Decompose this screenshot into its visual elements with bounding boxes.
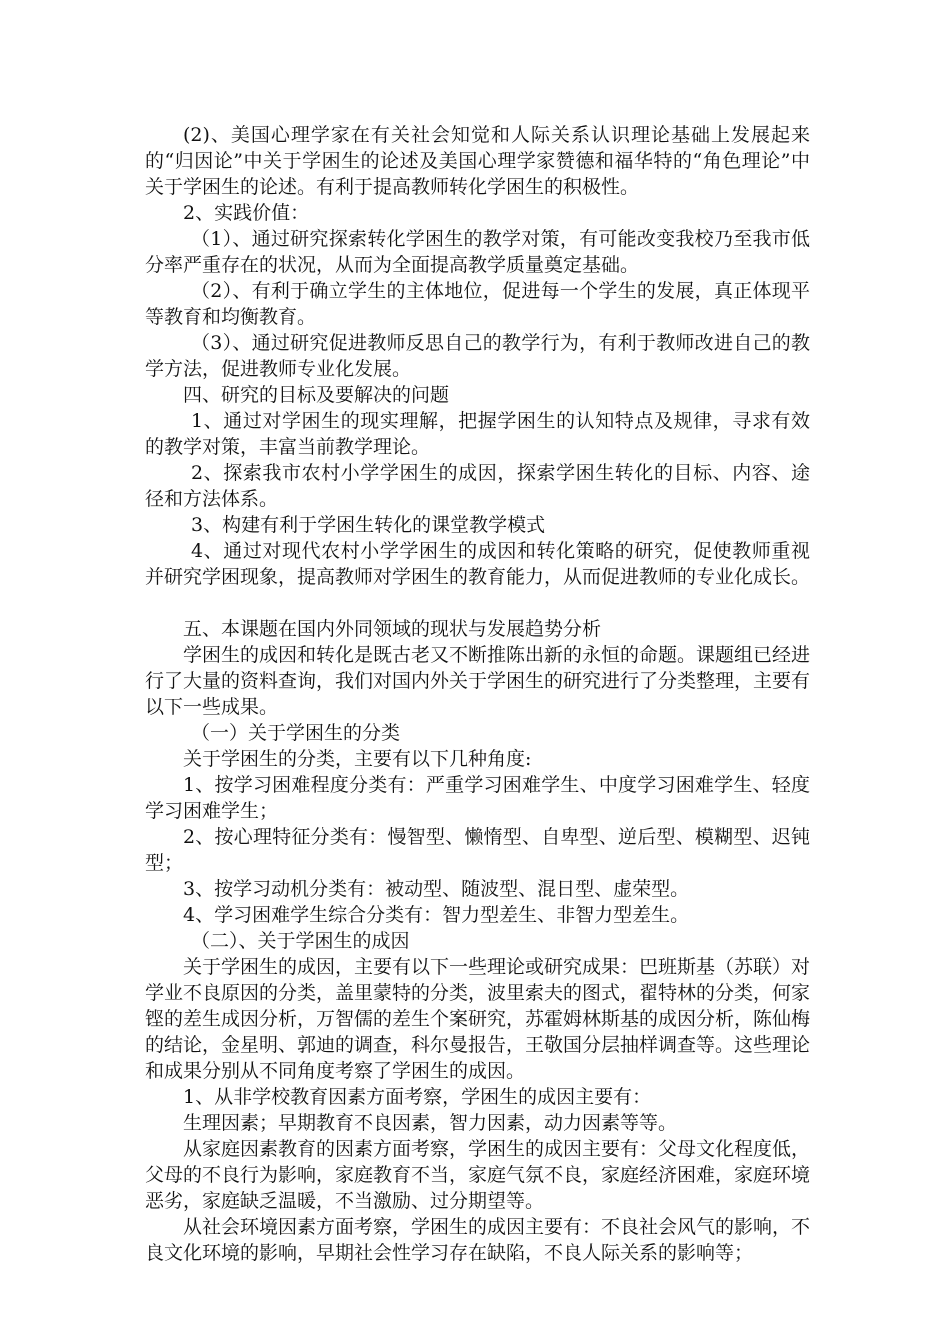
- paragraph-goal-1: 1、通过对学困生的现实理解，把握学困生的认知特点及规律，寻求有效的教学对策，丰富当前教学理论。: [145, 410, 810, 458]
- paragraph-goal-2: 2、探索我市农村小学学困生的成因，探索学困生转化的目标、内容、途径和方法体系。: [145, 462, 810, 510]
- blank-line: [145, 590, 810, 616]
- paragraph-classification-intro: 关于学困生的分类，主要有以下几种角度:: [183, 748, 532, 770]
- paragraph-goal-4: 4、通过对现代农村小学学困生的成因和转化策略的研究，促使教师重视并研究学困现象，提高教师对学困生的教育能力，从而促进教师的专业化成长。: [145, 540, 811, 588]
- heading-practical-value: 2、实践价值：: [183, 202, 310, 224]
- paragraph-goal-3: 3、构建有利于学困生转化的课堂教学模式: [191, 514, 546, 536]
- heading-status-analysis: 五、本课题在国内外同领域的现状与发展趋势分析: [183, 618, 602, 640]
- paragraph-value-1: （1）、通过研究探索转化学困生的教学对策，有可能改变我校乃至我市低分率严重存在的状况，从而为全面提高教学质量奠定基础。: [145, 228, 810, 276]
- heading-causes: （二）、关于学困生的成因: [191, 930, 410, 952]
- paragraph-classification-2: 2、按心理特征分类有：慢智型、懒惰型、自卑型、逆后型、模糊型、迟钝型；: [145, 826, 810, 874]
- paragraph-value-2: （2）、有利于确立学生的主体地位，促进每一个学生的发展，真正体现平等教育和均衡教育。: [145, 280, 810, 328]
- paragraph-classification-1: 1、按学习困难程度分类有：严重学习困难学生、中度学习困难学生、轻度学习困难学生；: [145, 774, 810, 822]
- document-page: [145, 122, 810, 1266]
- paragraph-causes-physiological: 生理因素；早期教育不良因素，智力因素，动力因素等等。: [183, 1112, 678, 1134]
- paragraph-causes-non-school: 1、从非学校教育因素方面考察，学困生的成因主要有：: [183, 1086, 652, 1108]
- paragraph-causes-social: 从社会环境因素方面考察，学困生的成因主要有：不良社会风气的影响，不良文化环境的影响，早期社会性学习存在缺陷，不良人际关系的影响等；: [145, 1216, 811, 1264]
- paragraph-causes-theories: 关于学困生的成因，主要有以下一些理论或研究成果：巴班斯基（苏联）对学业不良原因的分类，盖里蒙特的分类，波里索夫的图式，翟特林的分类，何家铿的差生成因分析，万智儒的差生个案研究，苏霍姆林斯基的成因分析，陈仙梅的结论，金星明、郭迪的调查，科尔曼报告，王敬国分层抽样调查等。这些理论和成果分别从不同角度考察了学困生的成因。: [145, 956, 811, 1082]
- paragraph-value-3: （3）、通过研究促进教师反思自己的教学行为，有利于教师改进自己的教学方法，促进教师专业化发展。: [145, 332, 810, 380]
- paragraph-classification-4: 4、学习困难学生综合分类有：智力型差生、非智力型差生。: [183, 904, 690, 926]
- paragraph-attribution-theory: (2)、美国心理学家在有关社会知觉和人际关系认识理论基础上发展起来的“归因论”中关于学困生的论述及美国心理学家赞德和福华特的“角色理论”中关于学困生的论述。有利于提高教师转化学困生的积极性。: [145, 124, 810, 198]
- paragraph-status-intro: 学困生的成因和转化是既古老又不断推陈出新的永恒的命题。课题组已经进行了大量的资料查询，我们对国内外关于学困生的研究进行了分类整理，主要有以下一些成果。: [145, 644, 811, 718]
- paragraph-causes-family: 从家庭因素教育的因素方面考察，学困生的成因主要有：父母文化程度低，父母的不良行为影响，家庭教育不当，家庭气氛不良，家庭经济困难，家庭环境恶劣，家庭缺乏温暖，不当激励、过分期望等。: [145, 1138, 811, 1212]
- heading-research-goals: 四、研究的目标及要解决的问题: [183, 384, 450, 406]
- paragraph-classification-3: 3、按学习动机分类有：被动型、随波型、混日型、虚荣型。: [183, 878, 690, 900]
- heading-classification: （一）关于学困生的分类: [191, 722, 401, 744]
